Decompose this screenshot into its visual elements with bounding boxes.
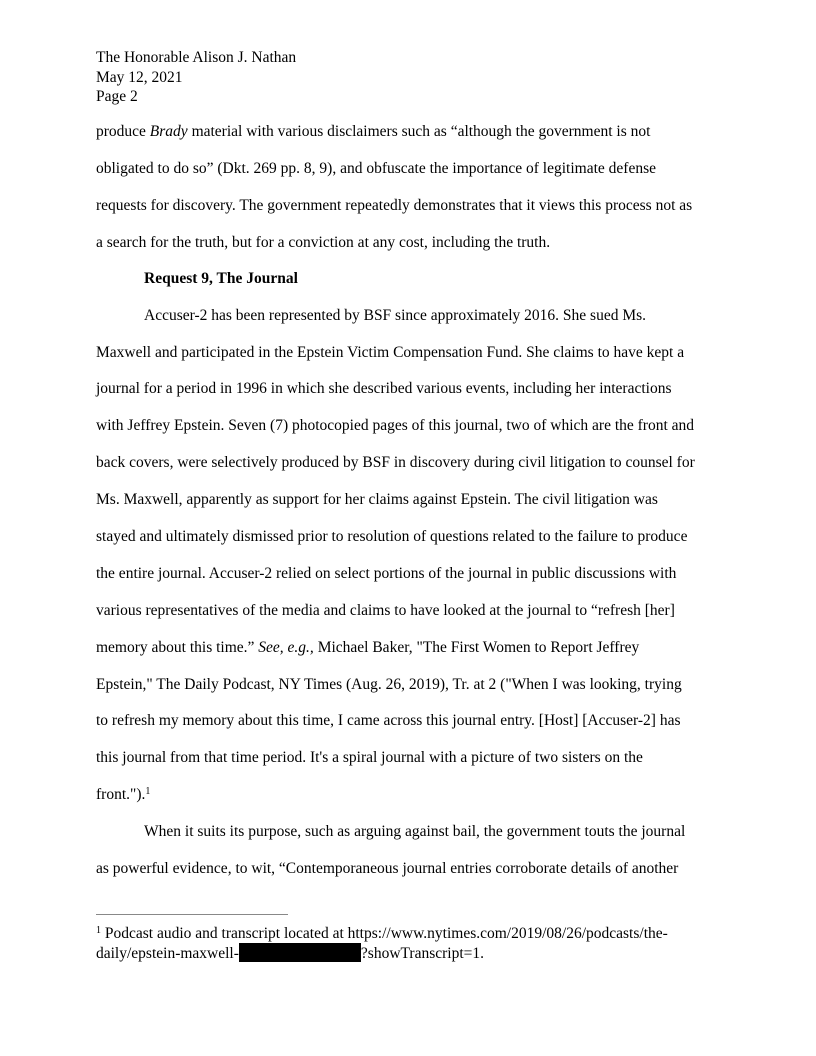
text-line: Ms. Maxwell, apparently as support for her claims against Epstein. The civil litigation was: [96, 491, 658, 508]
page-number: Page 2: [96, 88, 138, 105]
footnote-line: $^1$ Podcast audio and transcript located at https://www.nytimes.com/2019/08/26/podcasts/the-: [96, 925, 668, 942]
text-line: Epstein," The Daily Podcast, NY Times (Aug. 26, 2019), Tr. at 2 ("When I was looking, trying: [96, 676, 682, 693]
addressee: The Honorable Alison J. Nathan: [96, 49, 297, 66]
case-citation: Brady: [149, 123, 188, 140]
text-line: memory about this time.” See, e.g., Michael Baker, "The First Women to Report Jeffrey: [96, 639, 640, 656]
text-line: back covers, were selectively produced by BSF in discovery during civil litigation to counsel for: [96, 454, 695, 471]
text-line: journal for a period in 1996 in which she described various events, including her interactions: [96, 380, 672, 397]
letter-header: [96, 48, 296, 107]
text-line: the entire journal. Accuser-2 relied on select portions of the journal in public discussions with: [96, 565, 677, 582]
text-line: front.").$^1$: [96, 786, 151, 803]
text-line: stayed and ultimately dismissed prior to resolution of questions related to the failure to produce: [96, 528, 688, 545]
signal-citation: See, e.g.,: [258, 639, 314, 656]
footnote-number: 1: [96, 925, 101, 936]
text-line: various representatives of the media and claims to have looked at the journal to “refresh [her]: [96, 602, 675, 619]
text-line: as powerful evidence, to wit, “Contemporaneous journal entries corroborate details of another: [96, 860, 679, 877]
text-line: obligated to do so” (Dkt. 269 pp. 8, 9), and obfuscate the importance of legitimate defense: [96, 160, 656, 177]
text-line: Maxwell and participated in the Epstein Victim Compensation Fund. She claims to have kept a: [96, 344, 685, 361]
text-line: to refresh my memory about this time, I came across this journal entry. [Host] [Accuser-2] has: [96, 712, 681, 729]
text-line: this journal from that time period. It's a spiral journal with a picture of two sisters on the: [96, 749, 643, 766]
footnote-separator: [96, 914, 288, 915]
footnote-reference[interactable]: 1: [145, 786, 151, 797]
text-line: Accuser-2 has been represented by BSF since approximately 2016. She sued Ms.: [144, 307, 647, 324]
section-heading: Request 9, The Journal: [144, 270, 298, 287]
text-line: When it suits its purpose, such as arguing against bail, the government touts the journal: [144, 823, 686, 840]
text-line: produce Brady material with various disclaimers such as “although the government is not: [96, 123, 651, 140]
text-line: a search for the truth, but for a conviction at any cost, including the truth.: [96, 234, 551, 251]
text-line: requests for discovery. The government repeatedly demonstrates that it views this process not as: [96, 197, 693, 214]
text-line: with Jeffrey Epstein. Seven (7) photocopied pages of this journal, two of which are the front and: [96, 417, 695, 434]
footnote-line: daily/epstein-maxwell- ?showTranscript=1.: [96, 945, 485, 962]
redaction-block: [239, 943, 361, 962]
letter-date: May 12, 2021: [96, 68, 183, 86]
